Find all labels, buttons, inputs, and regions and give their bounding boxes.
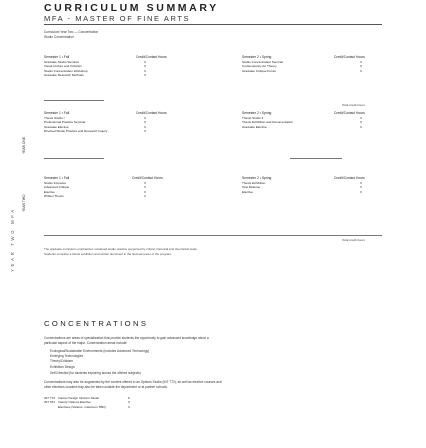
course-name: Contemporary Art Theory <box>242 64 277 69</box>
course-hours: 3 <box>360 68 362 73</box>
course-hours: 3 <box>144 116 146 120</box>
course-hours: 3 <box>144 189 146 194</box>
semester-label: Semester 1 • Fall <box>44 111 70 115</box>
course-row <box>44 73 184 77</box>
course-name: Written Thesis <box>44 194 64 199</box>
course-hours: 3 <box>144 60 146 64</box>
total-label: Total credit hours <box>342 103 365 107</box>
total-label: Total credit hours <box>342 238 365 242</box>
course-name: Studio Intensive <box>44 181 67 185</box>
course-hours: 3 <box>144 181 146 185</box>
course-name: Graduate Research Methods <box>44 73 84 78</box>
concentrations-intro: particular aspect of the major. Concentration areas include: <box>44 341 128 345</box>
course-name: Thesis Exhibition and Documentation <box>242 120 294 125</box>
divider <box>290 158 342 159</box>
option-name: Electives (Various, maximum TBD) <box>58 404 106 409</box>
option-name: Interior Design Options Studio <box>58 396 100 400</box>
course-hours: 3 <box>360 64 362 69</box>
course-hours: 3 <box>144 68 146 73</box>
course-hours: 3 <box>360 116 362 120</box>
course-row <box>44 129 184 133</box>
option-hours: 6 <box>128 396 130 400</box>
concentration-item: Theory/Criticism <box>50 359 74 363</box>
course-hours: 3 <box>144 64 146 69</box>
semester-label: Semester 2 • Spring <box>242 55 272 59</box>
option-hours: 3 <box>128 400 130 405</box>
course-hours: 3 <box>360 124 362 129</box>
curriculum-footnote: Students complete a thesis exhibition and written document in the final semester of the program. <box>44 252 172 256</box>
option-name: Interior Options Elective <box>58 400 91 405</box>
course-hours: 3 <box>144 129 146 134</box>
credit-header: Credit/Contact Hours <box>334 111 365 115</box>
concentration-item: Ecological/Sustainable Environments (Includes Advanced Technology) <box>50 349 150 353</box>
course-name: Directed Studio Practice and Research Inquiry <box>44 129 108 134</box>
semester-label: Semester 1 • Fall <box>44 176 70 180</box>
credit-header: Credit/Contact Hours <box>334 176 365 180</box>
page-subtitle: MFA - MASTER OF FINE ARTS <box>44 14 191 23</box>
course-hours: 3 <box>360 189 362 194</box>
semester-label: Semester 2 • Spring <box>242 111 272 115</box>
course-name: Graduate Elective <box>242 124 267 129</box>
credit-header: Credit/Contact Hours <box>136 55 167 59</box>
course-row <box>242 125 382 129</box>
course-hours: 3 <box>360 60 362 64</box>
course-name: Studio Concentration Seminar <box>242 60 284 64</box>
semester-label: Semester 2 • Spring <box>242 176 272 180</box>
course-hours: 3 <box>144 120 146 125</box>
course-row <box>242 190 382 194</box>
course-block <box>242 176 382 194</box>
credit-header: Credit/Contact Hours <box>132 176 163 180</box>
concentration-item: Emerging Technologies <box>50 354 84 358</box>
course-name: Studio Concentration Workshop <box>44 68 88 73</box>
course-block <box>242 111 382 129</box>
concentrations-title: CONCENTRATIONS <box>44 319 149 328</box>
course-name: Professional Practice Seminar <box>44 120 86 125</box>
course-name: Thesis Studio II <box>242 116 264 120</box>
course-name: Thesis Studio I <box>44 116 65 120</box>
course-row <box>242 69 382 73</box>
option-hours: 3 <box>128 404 130 409</box>
option-row <box>44 405 144 409</box>
intro-line-2: Studio Concentration <box>44 35 74 39</box>
concentrations-note: other electives counted may also be taken outside the department or at partner schools. <box>44 385 168 389</box>
year-two-label: YEAR TWO <box>22 194 26 212</box>
options-list <box>44 396 144 409</box>
course-name: Visual Culture and Criticism <box>44 64 82 69</box>
course-block <box>44 111 184 134</box>
concentrations-intro: Concentrations are areas of specialization that provide students the opportunity to gain advanced knowledge about a <box>44 336 209 340</box>
concentration-item: Exhibition Design <box>50 365 75 369</box>
course-name: Elective <box>44 189 55 194</box>
course-name: Graduate Critique Forum <box>242 68 277 73</box>
course-name: Thesis Exhibition <box>242 181 266 185</box>
concentration-item: Self-Directed (for students exploring across the offered subjects) <box>50 371 141 375</box>
divider <box>44 158 104 159</box>
concentrations-note: Concentrations may also be augmented by the content offered in an Options Studio (INT 772), as well as elective courses and <box>44 380 222 384</box>
option-code: INT 781 <box>44 400 55 405</box>
intro-line-1: Curriculum Year Two — Concentration <box>44 30 99 34</box>
course-hours: 3 <box>144 124 146 129</box>
credit-header: Credit/Contact Hours <box>136 111 167 115</box>
option-code: INT 772 <box>44 396 55 400</box>
course-block <box>44 55 184 78</box>
header-rule <box>44 24 382 25</box>
course-name: Advanced Critique <box>44 185 70 190</box>
course-name: Oral Defense <box>242 185 261 190</box>
course-block <box>242 55 382 73</box>
semester-label: Semester 1 • Fall <box>44 55 70 59</box>
divider <box>44 100 104 101</box>
course-hours: 3 <box>360 185 362 190</box>
course-hours: 3 <box>144 185 146 190</box>
course-block <box>44 176 184 199</box>
course-hours: 3 <box>144 73 146 78</box>
course-hours: 3 <box>144 194 146 199</box>
credit-header: Credit/Contact Hours <box>334 55 365 59</box>
course-name: Graduate Elective <box>44 124 69 129</box>
course-hours: 3 <box>360 120 362 125</box>
course-name: Graduate Studio Seminar <box>44 60 79 64</box>
course-row <box>44 194 184 198</box>
course-hours: 3 <box>360 181 362 185</box>
page-title: CURRICULUM SUMMARY <box>44 2 219 14</box>
side-group-label: YEAR TWO MFA <box>10 207 15 272</box>
course-name: Elective <box>242 189 253 194</box>
year-one-label: YEAR ONE <box>22 136 26 154</box>
divider <box>44 235 382 236</box>
curriculum-footnote: The graduate curriculum emphasizes sustained studio practice supported by critical, historical and theoretical study. <box>44 247 198 251</box>
